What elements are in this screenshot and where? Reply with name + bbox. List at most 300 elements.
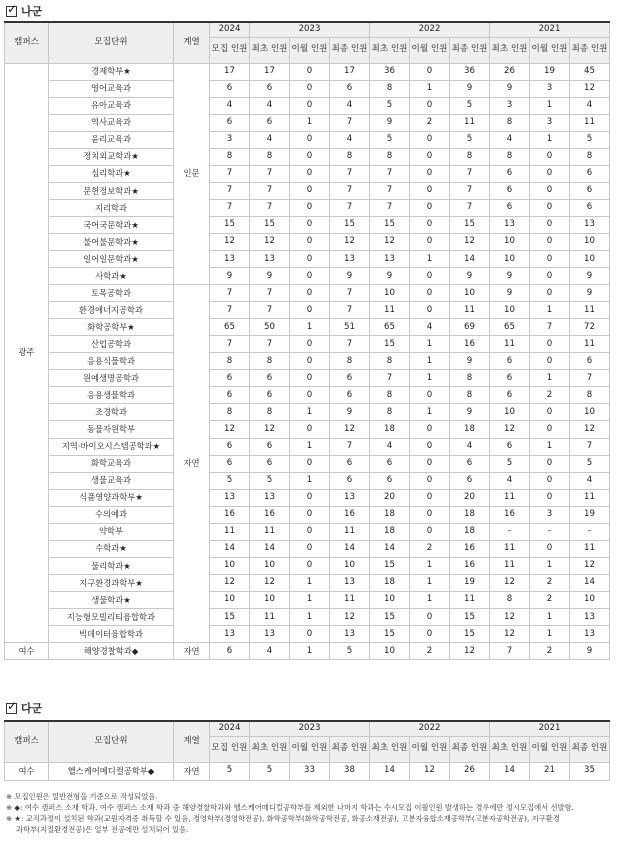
value-cell: 11 — [450, 591, 490, 608]
value-cell: 4 — [250, 643, 290, 660]
value-cell: 16 — [330, 506, 370, 523]
value-cell: 0 — [290, 233, 330, 250]
value-cell: 4 — [330, 97, 370, 114]
value-cell: 11 — [250, 523, 290, 540]
unit-cell: 화학교육과 — [49, 455, 174, 472]
value-cell: 14 — [210, 540, 250, 557]
value-cell: 1 — [410, 574, 450, 591]
value-cell: 17 — [330, 63, 370, 80]
table-row — [5, 404, 610, 421]
table-row — [5, 421, 610, 438]
unit-cell: 사학과★ — [49, 268, 174, 285]
value-cell: 16 — [250, 506, 290, 523]
value-cell: 7 — [490, 643, 530, 660]
value-cell: 9 — [490, 268, 530, 285]
value-cell: 15 — [370, 216, 410, 233]
value-cell: 0 — [530, 540, 570, 557]
value-cell: 1 — [290, 404, 330, 421]
value-cell: 10 — [370, 643, 410, 660]
value-cell: 10 — [450, 285, 490, 302]
value-cell: 11 — [570, 114, 610, 131]
value-cell: 6 — [330, 80, 370, 97]
unit-cell: 지능형모빌리티융합학과 — [49, 609, 174, 626]
value-cell: 6 — [330, 472, 370, 489]
value-cell: 9 — [570, 268, 610, 285]
header-carry: 이월 인원 — [530, 37, 570, 63]
value-cell: 16 — [210, 506, 250, 523]
value-cell: 13 — [330, 489, 370, 506]
campus-cell: 여수 — [5, 762, 49, 780]
checkbox-icon — [6, 6, 17, 17]
value-cell: 7 — [330, 438, 370, 455]
value-cell: 7 — [210, 199, 250, 216]
value-cell: 8 — [370, 387, 410, 404]
value-cell: 8 — [250, 404, 290, 421]
value-cell: 7 — [450, 165, 490, 182]
value-cell: 0 — [410, 199, 450, 216]
value-cell: 50 — [250, 319, 290, 336]
table-row — [5, 506, 610, 523]
table-row — [5, 285, 610, 302]
header-final: 최종 인원 — [570, 736, 610, 762]
value-cell: 13 — [570, 609, 610, 626]
value-cell: 6 — [330, 387, 370, 404]
value-cell: 0 — [410, 472, 450, 489]
value-cell: 1 — [290, 438, 330, 455]
campus-cell: 여수 — [5, 643, 49, 660]
value-cell: 10 — [490, 233, 530, 250]
table-row — [5, 557, 610, 574]
value-cell: 0 — [530, 165, 570, 182]
value-cell: 0 — [530, 489, 570, 506]
value-cell: 11 — [490, 336, 530, 353]
value-cell: 13 — [570, 216, 610, 233]
value-cell: 0 — [290, 199, 330, 216]
value-cell: 7 — [210, 302, 250, 319]
table-row — [5, 455, 610, 472]
value-cell: 4 — [410, 319, 450, 336]
value-cell: 12 — [250, 421, 290, 438]
value-cell: 1 — [410, 591, 450, 608]
value-cell: 9 — [450, 80, 490, 97]
table-row — [5, 251, 610, 268]
value-cell: 12 — [570, 557, 610, 574]
value-cell: 0 — [530, 421, 570, 438]
value-cell: – — [570, 523, 610, 540]
table-first-body — [5, 63, 610, 660]
value-cell: 13 — [330, 251, 370, 268]
value-cell: 1 — [290, 609, 330, 626]
value-cell: 0 — [290, 626, 330, 643]
table-row — [5, 199, 610, 216]
value-cell: 8 — [370, 404, 410, 421]
header-recruit: 모집 인원 — [210, 37, 250, 63]
value-cell: 7 — [250, 199, 290, 216]
value-cell: 0 — [290, 302, 330, 319]
value-cell: 6 — [210, 387, 250, 404]
value-cell: 7 — [330, 182, 370, 199]
value-cell: 1 — [530, 370, 570, 387]
value-cell: 0 — [530, 353, 570, 370]
unit-cell: 국어국문학과★ — [49, 216, 174, 233]
value-cell: 0 — [290, 523, 330, 540]
value-cell: 36 — [450, 63, 490, 80]
value-cell: 6 — [450, 472, 490, 489]
value-cell: 12 — [490, 626, 530, 643]
value-cell: 8 — [370, 353, 410, 370]
footnote: ※ ◆: 여수 캠퍼스 소재 학과. 여수 캠퍼스 소재 학과 중 해양경찰학과와 헬스케어메디컬공학부를 제외한 나머지 학과는 수시모집 이월인원 발생하는 경우에만 정시모집에서 선발함. — [6, 803, 574, 812]
table-row — [5, 63, 610, 80]
unit-cell: 경제학부★ — [49, 63, 174, 80]
value-cell: 4 — [450, 438, 490, 455]
value-cell: 1 — [530, 302, 570, 319]
unit-cell: 생물학과★ — [49, 591, 174, 608]
value-cell: 0 — [290, 216, 330, 233]
group-cell: 자연 — [174, 285, 210, 643]
value-cell: 6 — [210, 643, 250, 660]
table-row — [5, 574, 610, 591]
value-cell: – — [490, 523, 530, 540]
value-cell: 15 — [370, 626, 410, 643]
value-cell: 7 — [450, 182, 490, 199]
section-title-second-label: 다군 — [21, 702, 43, 715]
value-cell: 11 — [450, 114, 490, 131]
value-cell: 8 — [330, 148, 370, 165]
value-cell: 1 — [290, 472, 330, 489]
table-row — [5, 233, 610, 250]
value-cell: 15 — [210, 216, 250, 233]
table-row — [5, 319, 610, 336]
value-cell: 12 — [450, 643, 490, 660]
value-cell: 6 — [490, 438, 530, 455]
value-cell: 6 — [210, 114, 250, 131]
value-cell: 18 — [370, 523, 410, 540]
value-cell: 11 — [490, 540, 530, 557]
value-cell: 2 — [530, 387, 570, 404]
value-cell: 1 — [410, 251, 450, 268]
unit-cell: 생물교육과 — [49, 472, 174, 489]
table-row — [5, 438, 610, 455]
value-cell: 9 — [490, 285, 530, 302]
unit-cell: 유아교육과 — [49, 97, 174, 114]
value-cell: 2 — [530, 591, 570, 608]
value-cell: 1 — [530, 557, 570, 574]
value-cell: 9 — [450, 268, 490, 285]
value-cell: 20 — [450, 489, 490, 506]
value-cell: 0 — [530, 336, 570, 353]
value-cell: 8 — [330, 353, 370, 370]
value-cell: 4 — [330, 131, 370, 148]
value-cell: 7 — [530, 319, 570, 336]
table-first-group — [4, 21, 610, 660]
unit-cell: 환경에너지공학과 — [49, 302, 174, 319]
value-cell: 17 — [210, 63, 250, 80]
value-cell: 1 — [530, 97, 570, 114]
value-cell: 0 — [530, 251, 570, 268]
value-cell: 3 — [530, 114, 570, 131]
value-cell: 6 — [570, 165, 610, 182]
value-cell: 7 — [330, 336, 370, 353]
header-initial: 최초 인원 — [490, 37, 530, 63]
table-row — [5, 591, 610, 608]
value-cell: 6 — [490, 387, 530, 404]
value-cell: 4 — [370, 438, 410, 455]
unit-cell: 물리학과★ — [49, 557, 174, 574]
value-cell: 65 — [370, 319, 410, 336]
header-initial: 최초 인원 — [250, 37, 290, 63]
value-cell: 0 — [410, 489, 450, 506]
value-cell: 1 — [290, 114, 330, 131]
unit-cell: 영어교육과 — [49, 80, 174, 97]
header-carry: 이월 인원 — [410, 736, 450, 762]
value-cell: 0 — [410, 97, 450, 114]
value-cell: 6 — [250, 387, 290, 404]
value-cell: 10 — [570, 404, 610, 421]
value-cell: 6 — [490, 370, 530, 387]
group-cell: 자연 — [174, 643, 210, 660]
header-campus: 캠퍼스 — [5, 721, 49, 762]
value-cell: 1 — [410, 353, 450, 370]
value-cell: 10 — [570, 591, 610, 608]
header-recruit: 모집 인원 — [210, 736, 250, 762]
value-cell: 0 — [290, 251, 330, 268]
value-cell: 11 — [570, 336, 610, 353]
value-cell: 12 — [490, 574, 530, 591]
value-cell: 6 — [250, 455, 290, 472]
value-cell: 10 — [330, 557, 370, 574]
value-cell: 11 — [570, 540, 610, 557]
value-cell: 0 — [410, 609, 450, 626]
value-cell: 6 — [330, 370, 370, 387]
value-cell: 0 — [530, 455, 570, 472]
value-cell: 0 — [290, 506, 330, 523]
value-cell: 11 — [330, 591, 370, 608]
value-cell: 33 — [290, 762, 330, 780]
value-cell: 0 — [290, 80, 330, 97]
value-cell: 0 — [410, 131, 450, 148]
value-cell: 6 — [210, 455, 250, 472]
value-cell: 0 — [410, 285, 450, 302]
value-cell: 38 — [330, 762, 370, 780]
table-row — [5, 268, 610, 285]
value-cell: 0 — [410, 182, 450, 199]
value-cell: 16 — [450, 557, 490, 574]
value-cell: 0 — [530, 182, 570, 199]
value-cell: 0 — [290, 421, 330, 438]
header-carry: 이월 인원 — [530, 736, 570, 762]
value-cell: 7 — [370, 199, 410, 216]
value-cell: 10 — [210, 557, 250, 574]
unit-cell: 식품영양과학부★ — [49, 489, 174, 506]
table-row — [5, 216, 610, 233]
section-title-first — [6, 3, 42, 19]
value-cell: 10 — [490, 251, 530, 268]
value-cell: 0 — [290, 131, 330, 148]
value-cell: 3 — [210, 131, 250, 148]
header-group: 계열 — [174, 22, 210, 63]
value-cell: 13 — [210, 626, 250, 643]
header-initial: 최초 인원 — [490, 736, 530, 762]
unit-cell: 약학부 — [49, 523, 174, 540]
value-cell: 19 — [570, 506, 610, 523]
value-cell: 4 — [570, 97, 610, 114]
value-cell: 0 — [290, 285, 330, 302]
value-cell: 8 — [490, 148, 530, 165]
value-cell: 69 — [450, 319, 490, 336]
value-cell: 8 — [250, 148, 290, 165]
value-cell: 4 — [250, 131, 290, 148]
value-cell: 6 — [330, 455, 370, 472]
unit-cell: 해양경찰학과◆ — [49, 643, 174, 660]
value-cell: 19 — [530, 63, 570, 80]
value-cell: 2 — [530, 643, 570, 660]
value-cell: 9 — [450, 353, 490, 370]
value-cell: 15 — [210, 609, 250, 626]
header-year-2022: 2022 — [370, 22, 490, 37]
value-cell: 26 — [490, 63, 530, 80]
header-carry: 이월 인원 — [290, 736, 330, 762]
value-cell: 0 — [290, 540, 330, 557]
value-cell: 2 — [410, 114, 450, 131]
footnote: ※ 모집인원은 일반전형을 기준으로 작성되었음. — [6, 792, 158, 801]
value-cell: 0 — [530, 404, 570, 421]
value-cell: 5 — [570, 455, 610, 472]
value-cell: 10 — [250, 591, 290, 608]
value-cell: 3 — [530, 80, 570, 97]
header-campus: 캠퍼스 — [5, 22, 49, 63]
value-cell: 1 — [290, 591, 330, 608]
value-cell: 8 — [490, 591, 530, 608]
value-cell: 26 — [450, 762, 490, 780]
value-cell: 11 — [210, 523, 250, 540]
unit-cell: 지역·바이오시스템공학과★ — [49, 438, 174, 455]
value-cell: 8 — [450, 148, 490, 165]
value-cell: 12 — [250, 233, 290, 250]
value-cell: 9 — [490, 80, 530, 97]
value-cell: 13 — [250, 251, 290, 268]
unit-cell: 화학공학부★ — [49, 319, 174, 336]
value-cell: 0 — [530, 233, 570, 250]
value-cell: 0 — [290, 148, 330, 165]
value-cell: 9 — [570, 285, 610, 302]
value-cell: 12 — [450, 233, 490, 250]
value-cell: 12 — [330, 609, 370, 626]
unit-cell: 일어일문학과★ — [49, 251, 174, 268]
header-year-2024: 2024 — [210, 721, 250, 736]
value-cell: 18 — [450, 523, 490, 540]
value-cell: 0 — [410, 233, 450, 250]
value-cell: 0 — [410, 387, 450, 404]
value-cell: 6 — [490, 165, 530, 182]
value-cell: 5 — [370, 131, 410, 148]
value-cell: 15 — [250, 216, 290, 233]
value-cell: 17 — [250, 63, 290, 80]
value-cell: 11 — [490, 489, 530, 506]
value-cell: 10 — [490, 404, 530, 421]
value-cell: 7 — [330, 302, 370, 319]
header-unit: 모집단위 — [49, 721, 174, 762]
value-cell: 0 — [410, 455, 450, 472]
unit-cell: 조경학과 — [49, 404, 174, 421]
value-cell: 72 — [570, 319, 610, 336]
value-cell: 0 — [410, 421, 450, 438]
value-cell: 1 — [410, 404, 450, 421]
table-row — [5, 370, 610, 387]
value-cell: 7 — [370, 370, 410, 387]
value-cell: 1 — [410, 557, 450, 574]
header-final: 최종 인원 — [330, 736, 370, 762]
value-cell: 13 — [490, 216, 530, 233]
value-cell: 7 — [370, 182, 410, 199]
value-cell: 0 — [290, 455, 330, 472]
table-row — [5, 182, 610, 199]
footnote: ※ ★: 교직과정이 설치된 학과(교원자격증 취득할 수 있음, 경영학부(경영학전공), 화학공학부(화학공학전공, 화공소재전공), 고분자융합소재공학부(고분자공학전공), 지구환경 — [6, 814, 560, 823]
value-cell: 1 — [530, 626, 570, 643]
value-cell: 6 — [250, 370, 290, 387]
value-cell: 6 — [250, 80, 290, 97]
table-row — [5, 762, 610, 780]
value-cell: 12 — [570, 421, 610, 438]
value-cell: 12 — [570, 80, 610, 97]
value-cell: 4 — [490, 472, 530, 489]
value-cell: 6 — [210, 438, 250, 455]
value-cell: 51 — [330, 319, 370, 336]
value-cell: 9 — [370, 268, 410, 285]
table-row — [5, 387, 610, 404]
value-cell: 8 — [250, 353, 290, 370]
header-initial: 최초 인원 — [370, 37, 410, 63]
value-cell: 65 — [490, 319, 530, 336]
value-cell: 5 — [450, 97, 490, 114]
value-cell: 9 — [450, 404, 490, 421]
value-cell: 0 — [410, 438, 450, 455]
value-cell: 7 — [250, 165, 290, 182]
value-cell: 19 — [450, 574, 490, 591]
value-cell: 1 — [410, 370, 450, 387]
table-row — [5, 540, 610, 557]
value-cell: 13 — [570, 626, 610, 643]
section-title-first-label: 나군 — [21, 5, 43, 18]
value-cell: 7 — [250, 182, 290, 199]
header-year-2023: 2023 — [250, 22, 370, 37]
value-cell: 9 — [210, 268, 250, 285]
value-cell: 6 — [250, 438, 290, 455]
value-cell: 2 — [410, 540, 450, 557]
unit-cell: 심리학과★ — [49, 165, 174, 182]
value-cell: 0 — [290, 336, 330, 353]
value-cell: 15 — [450, 609, 490, 626]
value-cell: 18 — [450, 421, 490, 438]
value-cell: 7 — [210, 182, 250, 199]
value-cell: 1 — [290, 319, 330, 336]
value-cell: 6 — [490, 353, 530, 370]
table-row — [5, 609, 610, 626]
footnote: 과학부(지질환경전공)은 일부 전공에만 설치되어 있음. — [16, 825, 189, 834]
value-cell: 8 — [210, 148, 250, 165]
value-cell: 15 — [450, 216, 490, 233]
value-cell: 0 — [530, 199, 570, 216]
table-row — [5, 131, 610, 148]
value-cell: 3 — [490, 97, 530, 114]
value-cell: 5 — [570, 131, 610, 148]
checkbox-icon — [6, 703, 17, 714]
unit-cell: 수학과★ — [49, 540, 174, 557]
value-cell: 8 — [370, 148, 410, 165]
header-unit: 모집단위 — [49, 22, 174, 63]
value-cell: 1 — [290, 643, 330, 660]
value-cell: 7 — [210, 165, 250, 182]
value-cell: 2 — [410, 643, 450, 660]
